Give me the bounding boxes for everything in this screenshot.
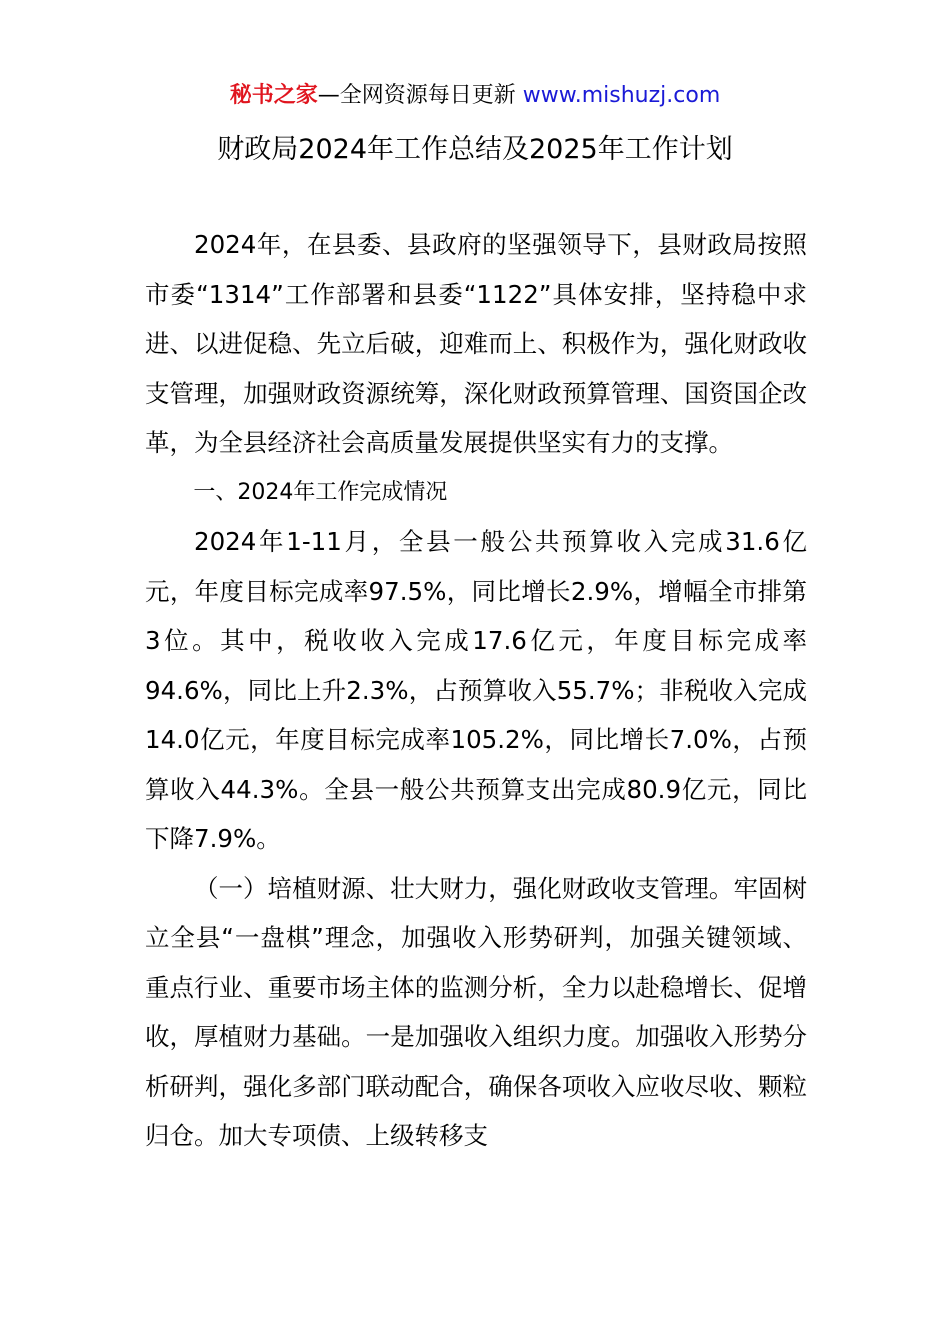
document-title: 财政局2024年工作总结及2025年工作计划 — [217, 134, 733, 165]
subsection-paragraph: （一）培植财源、壮大财力，强化财政收支管理。牢固树立全县“一盘棋”理念，加强收入形势研判，加强关键领域、重点行业、重要市场主体的监测分析，全力以赴稳增长、促增收，厚植财力基础。一是加强收入组织力度。加强收入形势分析研判，强化多部门联动配合，确保各项收入应收尽收、颗粒归仓。加大专项债、上级转移支 — [145, 873, 807, 1150]
statistics-paragraph: 2024年1-11月，全县一般公共预算收入完成31.6亿元，年度目标完成率97.5%，同比增长2.9%，增幅全市排第3位。其中，税收收入完成17.6亿元，年度目标完成率94.6%，同比上升2.3%，占预算收入55.7%；非税收入完成14.0亿元，年度目标完成率105.2%，同比增长7.0%，占预算收入44.3%。全县一般公共预算支出完成80.9亿元，同比下降7.9%。 — [145, 527, 807, 853]
intro-paragraph: 2024年，在县委、县政府的坚强领导下，县财政局按照市委“1314”工作部署和县委“1122”具体安排，坚持稳中求进、以进促稳、先立后破，迎难而上、积极作为，强化财政收支管理，加强财政资源统筹，深化财政预算管理、国资国企改革，为全县经济社会高质量发展提供坚实有力的支撑。 — [145, 230, 807, 457]
header-tagline: —全网资源每日更新 — [317, 83, 523, 108]
document-body — [145, 220, 807, 1161]
brand-name: 秘书之家 — [229, 83, 318, 108]
site-url-link[interactable]: www.mishuzj.com — [522, 83, 721, 108]
site-header — [0, 80, 950, 112]
section-heading: 一、2024年工作完成情况 — [193, 479, 448, 505]
